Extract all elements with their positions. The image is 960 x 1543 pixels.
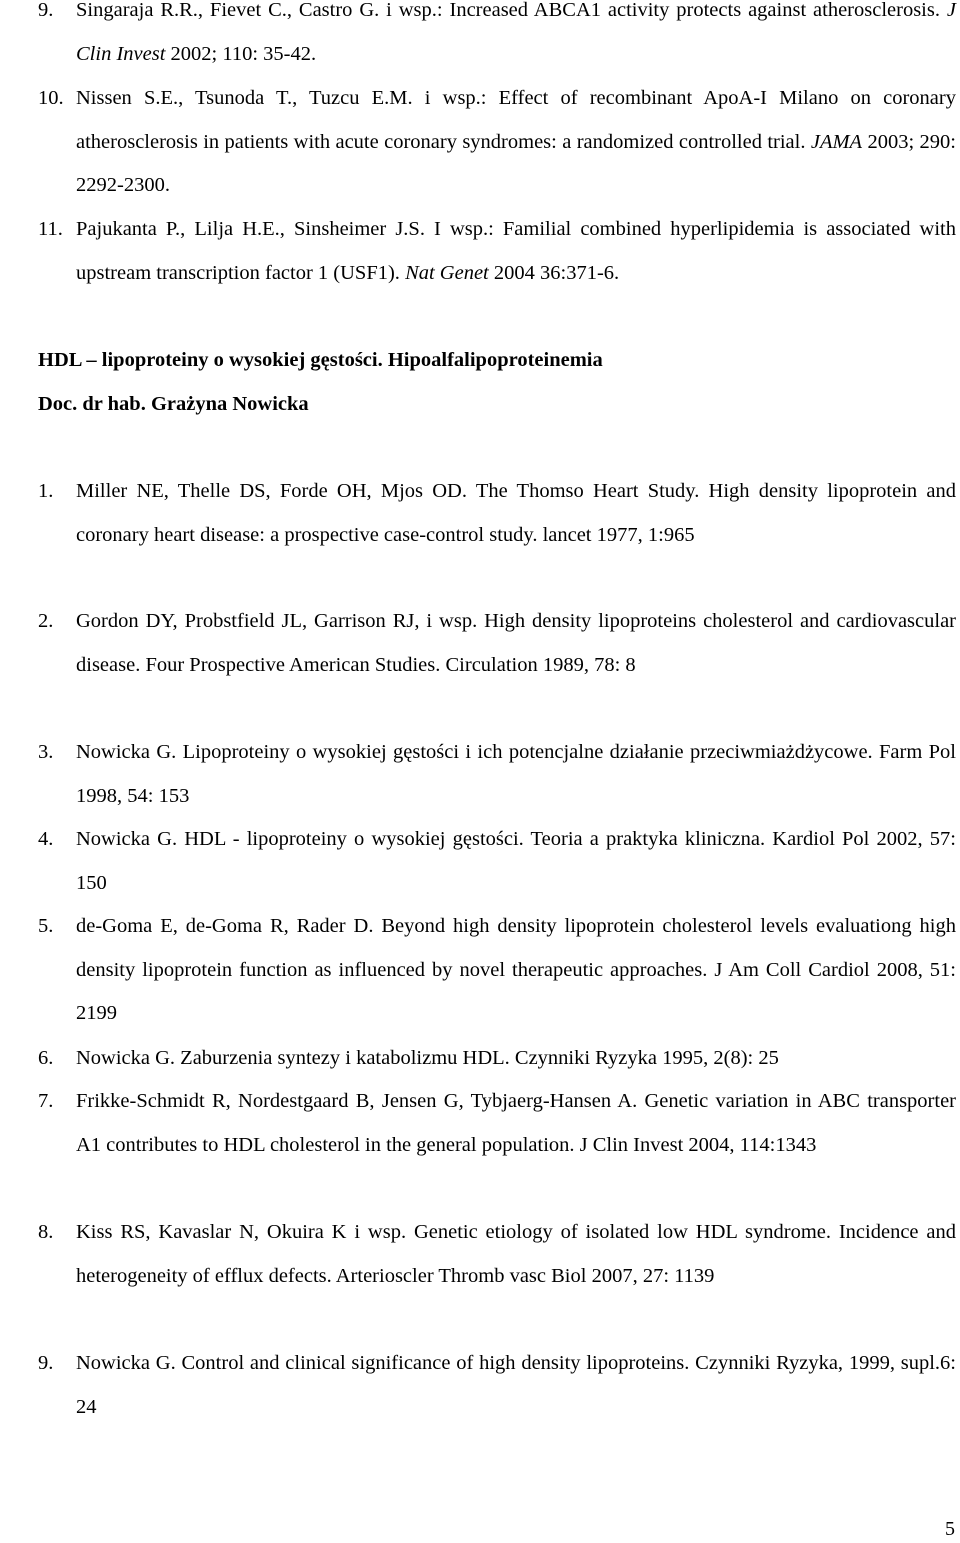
reference-text: Singaraja R.R., Fievet C., Castro G. i wsp.: Increased ABCA1 activity protects against atherosclerosis. J Clin Invest 2002; 110: 35-42. [76, 0, 956, 65]
reference-number: 10. [38, 87, 64, 109]
reference-number: 7. [38, 1090, 54, 1112]
journal-name: J Clin Invest [76, 0, 956, 65]
reference-item [38, 77, 956, 208]
reference-item [38, 1037, 956, 1081]
reference-item [38, 818, 956, 905]
reference-number: 1. [38, 480, 54, 502]
reference-number: 5. [38, 915, 54, 937]
section-author: Doc. dr hab. Grażyna Nowicka [38, 393, 309, 415]
reference-text: Nowicka G. HDL - lipoproteiny o wysokiej gęstości. Teoria a praktyka kliniczna. Kardiol Pol 2002, 57: 150 [76, 828, 956, 894]
reference-item [38, 600, 956, 687]
reference-number: 9. [38, 0, 54, 21]
reference-text: Gordon DY, Probstfield JL, Garrison RJ, i wsp. High density lipoproteins cholesterol and cardiovascular disease. Four Prospective American Studies. Circulation 1989, 78: 8 [76, 610, 956, 676]
reference-text: Frikke-Schmidt R, Nordestgaard B, Jensen G, Tybjaerg-Hansen A. Genetic variation in ABC transporter A1 contributes to HDL cholesterol in the general population. J Clin Invest 2004, 114:1343 [76, 1090, 956, 1156]
section-title: HDL – lipoproteiny o wysokiej gęstości. Hipoalfalipoproteinemia [38, 349, 603, 371]
page-number: 5 [945, 1518, 955, 1540]
reference-item [38, 1211, 956, 1298]
reference-item [38, 1342, 956, 1429]
reference-number: 9. [38, 1352, 54, 1374]
reference-text: Miller NE, Thelle DS, Forde OH, Mjos OD. The Thomso Heart Study. High density lipoprotein and coronary heart disease: a prospective case-control study. lancet 1977, 1:965 [76, 480, 956, 546]
reference-text: Kiss RS, Kavaslar N, Okuira K i wsp. Genetic etiology of isolated low HDL syndrome. Incidence and heterogeneity of efflux defects. Arterioscler Thromb vasc Biol 2007, 27: 1139 [76, 1221, 956, 1287]
reference-item [38, 470, 956, 557]
reference-number: 4. [38, 828, 54, 850]
reference-item [38, 1080, 956, 1167]
reference-item [38, 208, 956, 295]
reference-number: 3. [38, 741, 54, 763]
reference-item [38, 905, 956, 1036]
reference-number: 8. [38, 1221, 54, 1243]
reference-text: Pajukanta P., Lilja H.E., Sinsheimer J.S. I wsp.: Familial combined hyperlipidemia is associated with upstream transcription factor 1 (USF1). Nat Genet 2004 36:371-6. [76, 218, 956, 284]
reference-item [38, 731, 956, 818]
reference-text: Nowicka G. Control and clinical significance of high density lipoproteins. Czynniki Ryzyka, 1999, supl.6: 24 [76, 1352, 956, 1418]
reference-text: Nissen S.E., Tsunoda T., Tuzcu E.M. i wsp.: Effect of recombinant ApoA-I Milano on coronary atherosclerosis in patients with acute coronary syndromes: a randomized controlled trial. JAMA 2003; 290: 2292-2300. [76, 87, 956, 197]
reference-number: 11. [38, 218, 63, 240]
reference-text: de-Goma E, de-Goma R, Rader D. Beyond high density lipoprotein cholesterol levels evaluationg high density lipoprotein function as influenced by novel therapeutic approaches. J Am Coll Cardiol 2008, 51: 2199 [76, 915, 956, 1025]
journal-name: JAMA [810, 130, 863, 153]
reference-number: 2. [38, 610, 54, 632]
reference-item [38, 0, 956, 76]
reference-number: 6. [38, 1047, 54, 1069]
reference-text: Nowicka G. Zaburzenia syntezy i katabolizmu HDL. Czynniki Ryzyka 1995, 2(8): 25 [76, 1047, 779, 1069]
journal-name: Nat Genet [405, 261, 489, 284]
reference-text: Nowicka G. Lipoproteiny o wysokiej gęstości i ich potencjalne działanie przeciwmiażdżycowe. Farm Pol 1998, 54: 153 [76, 741, 956, 807]
